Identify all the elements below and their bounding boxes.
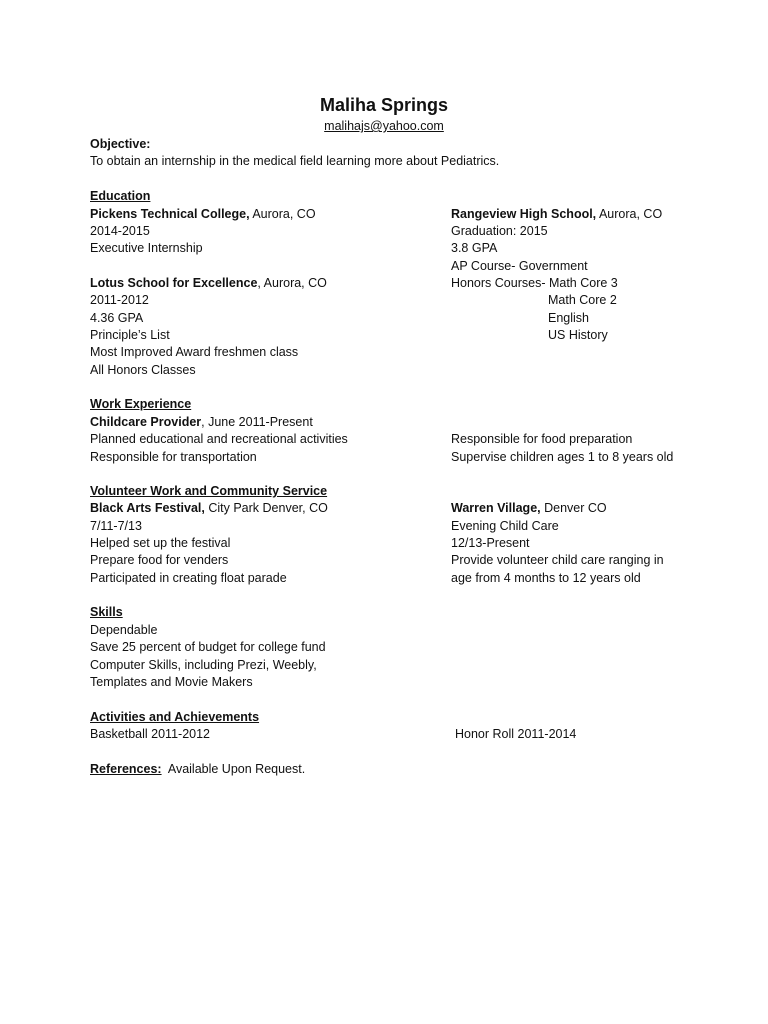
references-heading: References: xyxy=(90,762,162,776)
objective-text: To obtain an internship in the medical field learning more about Pediatrics. xyxy=(90,154,500,168)
pickens-school xyxy=(90,206,316,223)
pickens-years: 2014-2015 xyxy=(90,224,150,238)
skill-item: Computer Skills, including Prezi, Weebly, xyxy=(90,658,317,672)
warren-name: Warren Village, xyxy=(451,501,541,515)
rangeview-location: Aurora, CO xyxy=(596,207,663,221)
work-duty: Responsible for transportation xyxy=(90,450,257,464)
bab-name: Black Arts Festival, xyxy=(90,501,205,515)
warren-role: Evening Child Care xyxy=(451,519,559,533)
skills-heading: Skills xyxy=(90,605,123,619)
volunteer-heading: Volunteer Work and Community Service xyxy=(90,484,328,498)
rangeview-course: Math Core 2 xyxy=(548,293,617,307)
lotus-name: Lotus School for Excellence xyxy=(90,276,258,290)
bab-location: City Park Denver, CO xyxy=(204,501,328,515)
rangeview-course: English xyxy=(548,311,589,325)
pickens-detail: Executive Internship xyxy=(90,241,203,255)
objective-heading: Objective: xyxy=(90,137,151,151)
references-text: Available Upon Request. xyxy=(161,762,306,776)
work-title-line xyxy=(90,414,313,431)
lotus-award: Most Improved Award freshmen class xyxy=(90,345,299,359)
work-duty: Responsible for food preparation xyxy=(451,432,633,446)
lotus-school xyxy=(90,275,327,292)
bab-detail: Participated in creating float parade xyxy=(90,571,287,585)
rangeview-gpa: 3.8 GPA xyxy=(451,241,498,255)
references-line xyxy=(90,761,305,778)
work-dates: , June 2011-Present xyxy=(201,415,313,429)
rangeview-honors: Honors Courses- Math Core 3 xyxy=(451,276,618,290)
warren-dates: 12/13-Present xyxy=(451,536,530,550)
work-title: Childcare Provider xyxy=(90,415,202,429)
bab-detail: Helped set up the festival xyxy=(90,536,231,550)
resume-name: Maliha Springs xyxy=(319,95,449,115)
bab-detail: Prepare food for venders xyxy=(90,553,229,567)
lotus-list: Principle’s List xyxy=(90,328,170,342)
lotus-location: , Aurora, CO xyxy=(257,276,327,290)
work-duty: Supervise children ages 1 to 8 years old xyxy=(451,450,674,464)
rangeview-ap: AP Course- Government xyxy=(451,259,588,273)
warren-detail: Provide volunteer child care ranging in xyxy=(451,553,664,567)
rangeview-school xyxy=(451,206,662,223)
work-duty: Planned educational and recreational activities xyxy=(90,432,348,446)
activities-heading: Activities and Achievements xyxy=(90,710,260,724)
email-link[interactable]: malihajs@yahoo.com xyxy=(324,119,444,133)
rangeview-graduation: Graduation: 2015 xyxy=(451,224,548,238)
warren-detail: age from 4 months to 12 years old xyxy=(451,571,641,585)
rangeview-course: US History xyxy=(548,328,608,342)
pickens-location: Aurora, CO xyxy=(249,207,316,221)
pickens-name: Pickens Technical College, xyxy=(90,207,250,221)
bab-dates: 7/11-7/13 xyxy=(90,519,142,533)
lotus-honors: All Honors Classes xyxy=(90,363,196,377)
work-heading: Work Experience xyxy=(90,397,192,411)
skill-item: Dependable xyxy=(90,623,158,637)
bab-title-line xyxy=(90,500,328,517)
lotus-years: 2011-2012 xyxy=(90,293,149,307)
lotus-gpa: 4.36 GPA xyxy=(90,311,144,325)
activity-item: Honor Roll 2011-2014 xyxy=(455,727,577,741)
warren-location: Denver CO xyxy=(540,501,607,515)
rangeview-name: Rangeview High School, xyxy=(451,207,597,221)
education-heading: Education xyxy=(90,189,151,203)
skill-item: Save 25 percent of budget for college fund xyxy=(90,640,326,654)
warren-title-line xyxy=(451,500,607,517)
skill-item: Templates and Movie Makers xyxy=(90,675,253,689)
activity-item: Basketball 2011-2012 xyxy=(90,727,210,741)
